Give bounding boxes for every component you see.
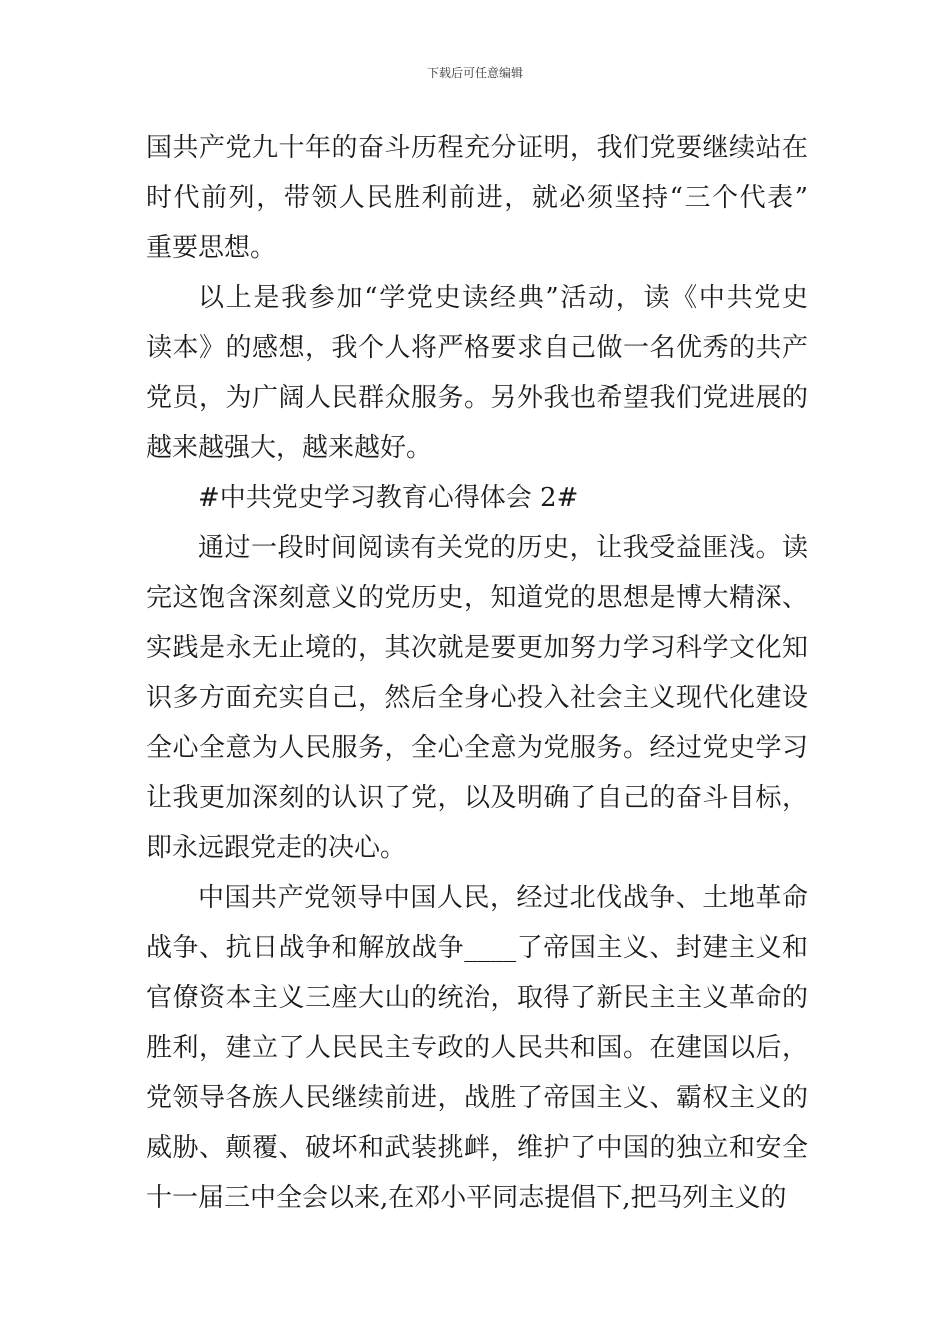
text-line: 越来越强大，越来越好。	[146, 433, 433, 463]
text-line: 实践是永无止境的，其次就是要更加努力学习科学文化知	[146, 633, 808, 663]
paragraph	[146, 523, 808, 873]
text-line: 战争、抗日战争和解放战争____了帝国主义、封建主义和	[146, 933, 808, 963]
paragraph	[146, 273, 808, 473]
text-line: 党员，为广阔人民群众服务。另外我也希望我们党进展的	[146, 383, 808, 413]
text-line: 胜利，建立了人民民主专政的人民共和国。在建国以后，	[146, 1033, 808, 1063]
text-line: 威胁、颠覆、破坏和武装挑衅，维护了中国的独立和安全	[146, 1133, 808, 1163]
text-line: 完这饱含深刻意义的党历史，知道党的思想是博大精深、	[146, 583, 808, 613]
text-line: 识多方面充实自己，然后全身心投入社会主义现代化建设	[146, 683, 808, 713]
text-line: 让我更加深刻的认识了党，以及明确了自己的奋斗目标，	[146, 783, 808, 813]
text-line: 重要思想。	[146, 233, 277, 263]
text-line: 十一届三中全会以来,在邓小平同志提倡下,把马列主义的	[146, 1183, 787, 1213]
section-heading	[146, 473, 808, 523]
text-line: #中共党史学习教育心得体会 2#	[198, 483, 579, 513]
text-line: 读本》的感想，我个人将严格要求自己做一名优秀的共产	[146, 333, 808, 363]
text-line: 中国共产党领导中国人民，经过北伐战争、土地革命	[198, 883, 808, 913]
text-line: 通过一段时间阅读有关党的历史，让我受益匪浅。读	[198, 533, 808, 563]
text-line: 官僚资本主义三座大山的统治，取得了新民主主义革命的	[146, 983, 808, 1013]
paragraph	[146, 873, 808, 1223]
text-line: 国共产党九十年的奋斗历程充分证明，我们党要继续站在	[146, 133, 808, 163]
text-line: 全心全意为人民服务，全心全意为党服务。经过党史学习	[146, 733, 808, 763]
text-line: 即永远跟党走的决心。	[146, 833, 407, 863]
paragraph	[146, 123, 808, 273]
text-line: 时代前列，带领人民胜利前进，就必须坚持“三个代表”	[146, 183, 808, 213]
page-header: 下载后可任意编辑	[426, 66, 523, 80]
text-line: 党领导各族人民继续前进，战胜了帝国主义、霸权主义的	[146, 1083, 808, 1113]
document-body	[146, 123, 808, 1223]
text-line: 以上是我参加“学党史读经典”活动，读《中共党史	[198, 283, 808, 313]
